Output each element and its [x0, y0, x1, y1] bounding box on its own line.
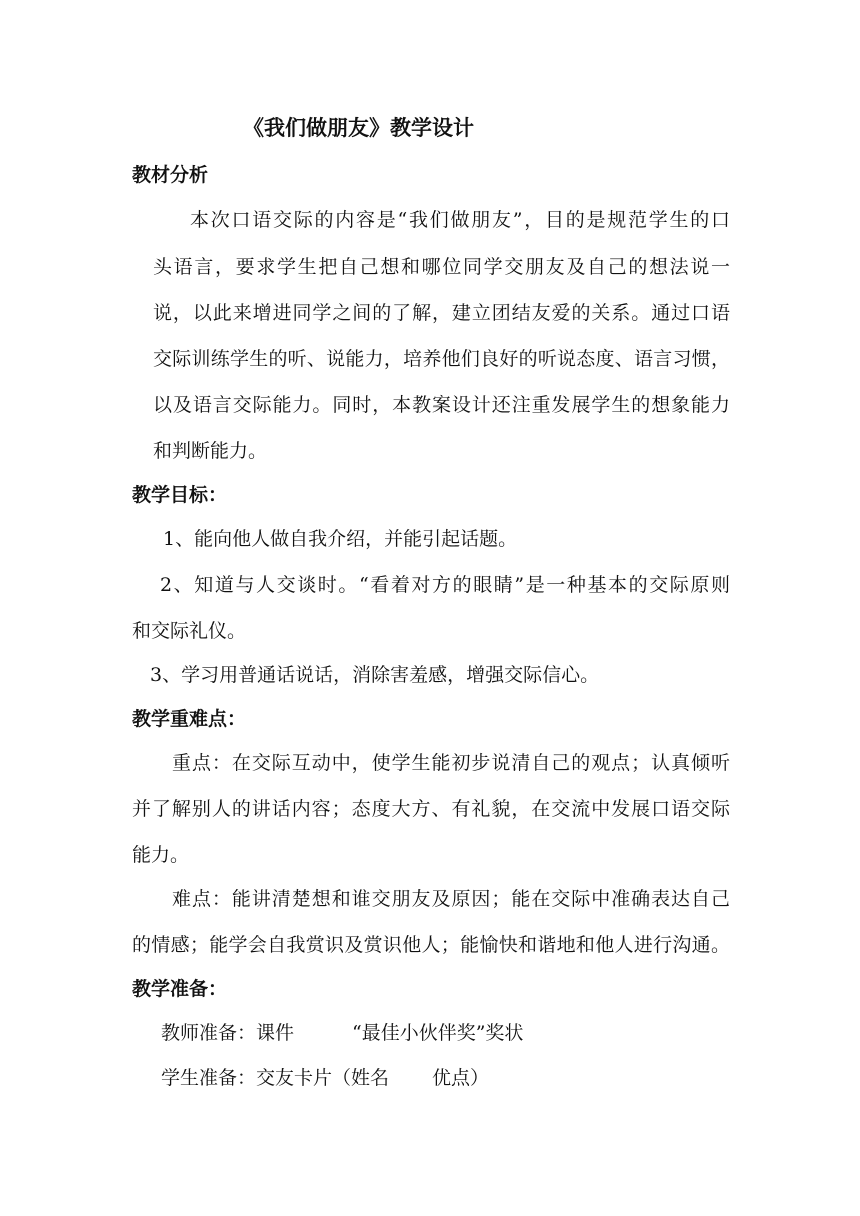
teacher-prep-label: 教师准备：课件 — [161, 1022, 295, 1044]
analysis-line-5: 以及语言交际能力。同时，本教案设计还注重发展学生的想象能力 — [153, 394, 730, 416]
goal-line-1: 1、能向他人做自我介绍，并能引起话题。 — [163, 528, 518, 550]
analysis-line-2: 头语言，要求学生把自己想和哪位同学交朋友及自己的想法说一 — [153, 256, 730, 278]
section-heading-prep: 教学准备： — [132, 978, 228, 1000]
difficulty-line-2: 的情感；能学会自我赏识及赏识他人；能愉快和谐地和他人进行沟通。 — [132, 934, 730, 956]
analysis-line-4: 交际训练学生的听、说能力，培养他们良好的听说态度、语言习惯， — [153, 348, 730, 370]
student-prep-item: 优点） — [432, 1067, 490, 1089]
goal-line-4: 3、学习用普通话说话，消除害羞感，增强交际信心。 — [150, 664, 600, 686]
goal-line-2: 2、知道与人交谈时。“看着对方的眼睛”是一种基本的交际原则 — [160, 574, 730, 596]
section-heading-goals: 教学目标： — [132, 484, 228, 506]
keypoint-line-2: 并了解别人的讲话内容；态度大方、有礼貌，在交流中发展口语交际 — [132, 798, 730, 820]
document-title: 《我们做朋友》教学设计 — [243, 116, 474, 140]
difficulty-line-1: 难点：能讲清楚想和谁交朋友及原因；能在交际中准确表达自己 — [172, 888, 730, 910]
teacher-prep-item: “最佳小伙伴奖”奖状 — [352, 1022, 524, 1044]
student-prep-label: 学生准备：交友卡片（姓名 — [161, 1067, 390, 1089]
analysis-line-1: 本次口语交际的内容是“我们做朋友”，目的是规范学生的口 — [190, 209, 730, 231]
section-heading-keypoints: 教学重难点： — [132, 708, 247, 730]
analysis-line-3: 说，以此来增进同学之间的了解，建立团结友爱的关系。通过口语 — [153, 302, 730, 324]
section-heading-analysis: 教材分析 — [132, 164, 209, 186]
analysis-line-6: 和判断能力。 — [153, 440, 268, 462]
keypoint-line-1: 重点：在交际互动中，使学生能初步说清自己的观点；认真倾听 — [172, 752, 730, 774]
keypoint-line-3: 能力。 — [132, 844, 190, 866]
goal-line-3: 和交际礼仪。 — [132, 620, 247, 642]
